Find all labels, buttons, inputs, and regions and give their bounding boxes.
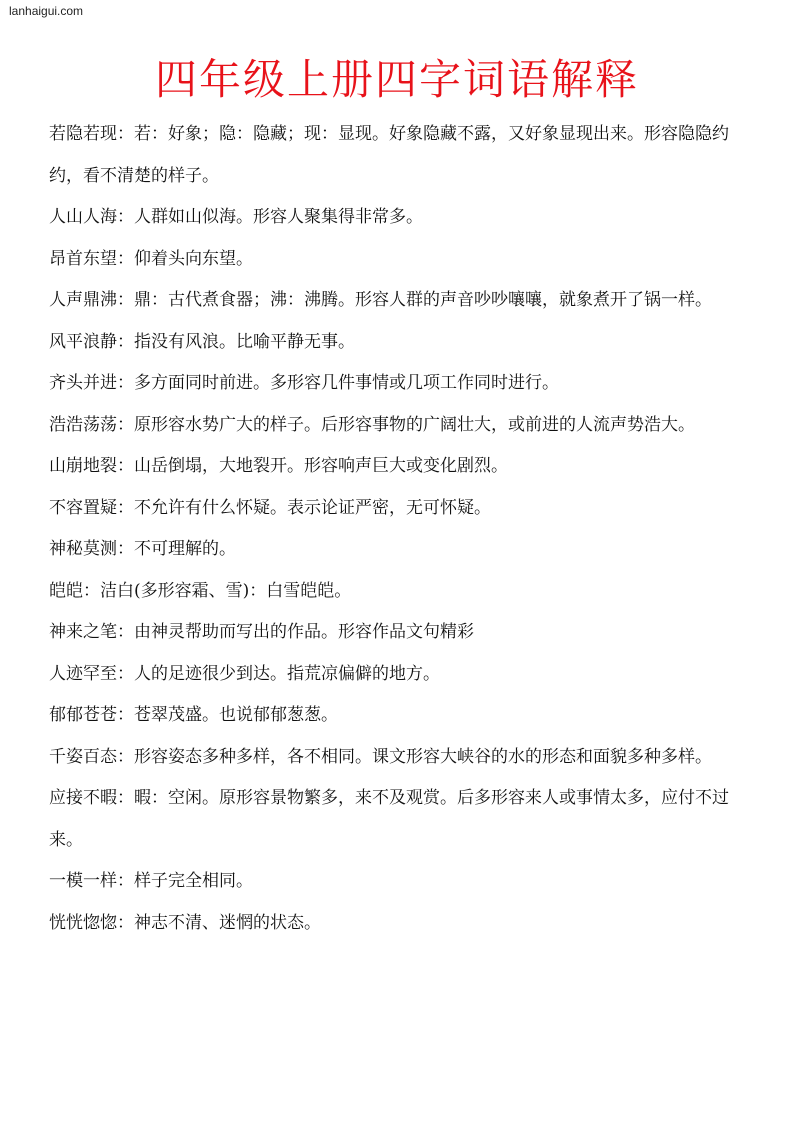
vocabulary-entry: 不容置疑：不允许有什么怀疑。表示论证严密，无可怀疑。 [49,497,491,518]
vocabulary-entry: 应接不暇：暇：空闲。原形容景物繁多，来不及观赏。后多形容来人或事情太多，应付不过来。 [49,788,729,850]
vocabulary-entry: 皑皑：洁白(多形容霜、雪)：白雪皑皑。 [49,580,352,601]
vocabulary-entry: 齐头并进：多方面同时前进。多形容几件事情或几项工作同时进行。 [49,373,559,393]
vocabulary-entry: 千姿百态：形容姿态多种多样，各不相同。课文形容大峡谷的水的形态和面貌多种多样。 [49,746,712,767]
vocabulary-entry: 神秘莫测：不可理解的。 [49,539,236,559]
vocabulary-entry: 人声鼎沸：鼎：古代煮食器；沸：沸腾。形容人群的声音吵吵嚷嚷，就象煮开了锅一样。 [49,290,712,310]
vocabulary-entry: 浩浩荡荡：原形容水势广大的样子。后形容事物的广阔壮大，或前进的人流声势浩大。 [49,414,695,435]
vocabulary-entry: 人山人海：人群如山似海。形容人聚集得非常多。 [49,207,423,227]
document-title: 四年级上册四字词语解释 [154,55,639,104]
vocabulary-entry: 风平浪静：指没有风浪。比喻平静无事。 [49,331,355,352]
vocabulary-list [49,114,754,944]
vocabulary-entry: 恍恍惚惚：神志不清、迷惘的状态。 [49,912,321,933]
site-watermark: lanhaigui.com [9,4,84,18]
vocabulary-entry: 人迹罕至：人的足迹很少到达。指荒凉偏僻的地方。 [49,663,440,684]
vocabulary-entry: 山崩地裂：山岳倒塌，大地裂开。形容响声巨大或变化剧烈。 [49,456,508,476]
vocabulary-entry: 一模一样：样子完全相同。 [49,871,253,891]
vocabulary-entry: 若隐若现：若：好象；隐：隐藏；现：显现。好象隐藏不露，又好象显现出来。形容隐隐约约，看不清楚的样子。 [49,124,729,186]
vocabulary-entry: 昂首东望：仰着头向东望。 [49,248,253,269]
vocabulary-entry: 神来之笔：由神灵帮助而写出的作品。形容作品文句精彩 [49,622,474,642]
vocabulary-entry: 郁郁苍苍：苍翠茂盛。也说郁郁葱葱。 [49,705,338,725]
